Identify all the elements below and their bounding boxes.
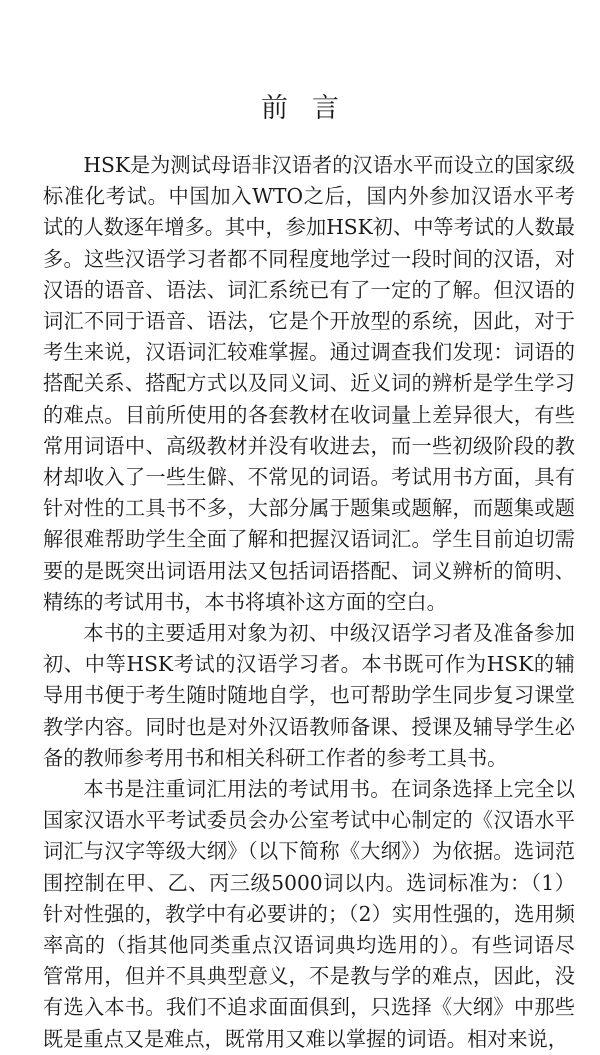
page-title: 前言 <box>261 93 363 124</box>
paragraph-3: 本书是注重词汇用法的考试用书。在词条选择上完全以国家汉语水平考试委员会办公室考试中心制定的《汉语水平词汇与汉字等级大纲》（以下简称《大纲》）为依据。选词范围控制在甲、乙、丙三级5000词以内。选词标准为：（1）针对性强的，教学中有必要讲的；（2）实用性强的，选用频率高的（指其他同类重点汉语词典均选用的）。有些词语尽管常用，但并不具典型意义，不是教与学的难点，因此，没有选入本书。我们不追求面面俱到，只选择《大纲》中那些既是重点又是难点，既常用又难以掌握的词语。相对来说， <box>43 777 575 1051</box>
body-text <box>43 150 575 1055</box>
paragraph-1: HSK是为测试母语非汉语者的汉语水平而设立的国家级标准化考试。中国加入WTO之后，国内外参加汉语水平考试的人数逐年增多。其中，参加HSK初、中等考试的人数最多。这些汉语学习者都不同程度地学过一段时间的汉语，对汉语的语音、语法、词汇系统已有了一定的了解。但汉语的词汇不同于语音、语法，它是个开放型的系统，因此，对于考生来说，汉语词汇较难掌握。通过调查我们发现：词语的搭配关系、搭配方式以及同义词、近义词的辨析是学生学习的难点。目前所使用的各套教材在收词量上差异很大，有些常用词语中、高级教材并没有收进去，而一些初级阶段的教材却收入了一些生僻、不常见的词语。考试用书方面，具有针对性的工具书不多，大部分属于题集或题解，而题集或题解很难帮助学生全面了解和把握汉语词汇。学生目前迫切需要的是既突出词语用法又包括词语搭配、词义辨析的简明、精练的考试用书，本书将填补这方面的空白。 <box>43 153 575 614</box>
paragraph-2: 本书的主要适用对象为初、中级汉语学习者及准备参加初、中等HSK考试的汉语学习者。本书既可作为HSK的辅导用书便于考生随时随地自学，也可帮助学生同步复习课堂教学内容。同时也是对外汉语教师备课、授课及辅导学生必备的教师参考用书和相关科研工作者的参考工具书。 <box>43 621 575 770</box>
